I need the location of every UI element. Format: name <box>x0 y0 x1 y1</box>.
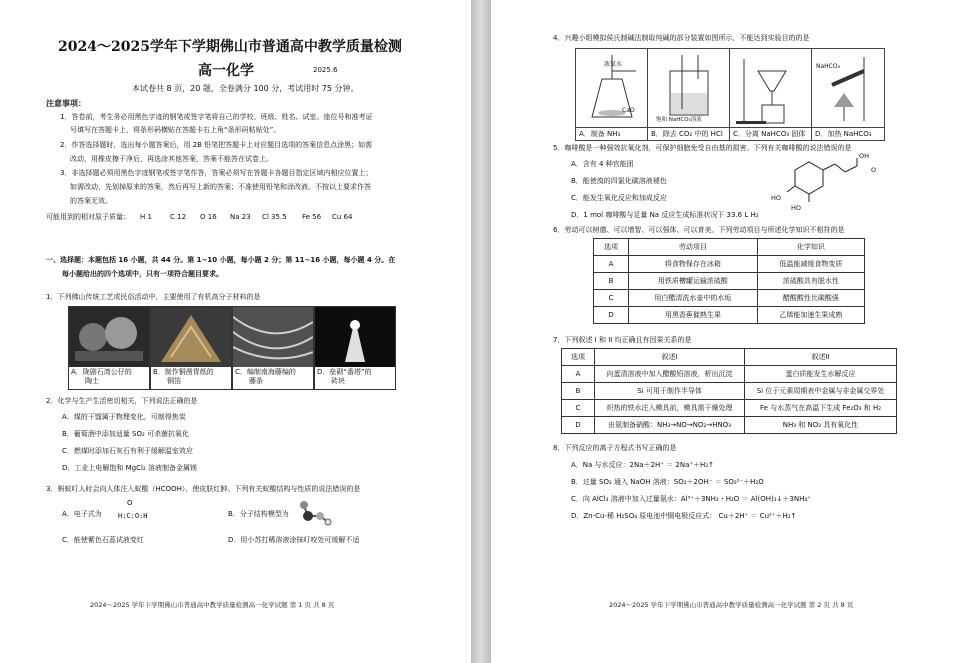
q3-stem: 3．蚂蚁叮人时会向人体注入蚁酸（HCOOH），使皮肤红肿。下列有关蚁酸结构与性质的说法错误的是 <box>46 485 361 493</box>
q1-stem: 1．下列佛山传统工艺或民俗活动中，主要使用了有机高分子材料的是 <box>46 293 261 301</box>
table-cell: 乙烯能加速生果成熟 <box>757 307 864 324</box>
table-row <box>594 256 865 273</box>
atomic-mass: H 1 <box>140 213 152 221</box>
q1-option-a: A．陇剧石湾公仔的 陶土 <box>68 367 150 390</box>
atomic-mass: O 16 <box>200 213 217 221</box>
table-cell: NH₃ 和 NO₂ 具有氧化性 <box>745 417 897 434</box>
q2-option-d: D．工业上电解饱和 MgCl₂ 溶液制备金属镁 <box>62 464 197 472</box>
atomic-mass-label: 可能用到的相对原子质量： <box>46 213 130 221</box>
table-cell: Fe 与水蒸气在高温下生成 Fe₂O₃ 和 H₂ <box>745 400 897 417</box>
struct-o-label: O <box>871 166 877 174</box>
q2-option-a: A．煤的干馏属于物理变化，可制得焦炭 <box>62 413 186 421</box>
note-line: 2．作答选择题时，选出每小题答案后，用 2B 铅笔把答题卡上对应题目选项的答案信息点涂黑；如需 <box>60 141 373 149</box>
section-heading: 一、选择题：本题包括 16 小题，共 44 分。第 1~10 小题，每小题 2 分；第 11~16 小题，每小题 4 分。在 <box>46 256 396 264</box>
table-cell: 炽热的铁水注入模具前，模具需干燥处理 <box>595 400 745 417</box>
exam-page-1 <box>0 0 471 663</box>
table-header: 化学知识 <box>757 239 864 256</box>
table-cell: D <box>594 307 629 324</box>
q7-table <box>561 348 897 434</box>
q1-photo-b <box>150 306 232 368</box>
exam-date: 2025.6 <box>313 66 338 74</box>
q4-apparatus-b: 饱和 NaHCO₃溶液 B．除去 CO₂ 中的 HCl <box>647 48 731 141</box>
table-row <box>594 307 865 324</box>
q2-option-b: B．葡萄酒中添加适量 SO₂ 可杀菌抗氧化 <box>62 430 190 438</box>
note-line: 3．非选择题必须用黑色字迹钢笔或签字笔作答，答案必须写在答题卡各题目指定区域内相应位置上； <box>60 169 373 177</box>
table-cell: A <box>594 256 629 273</box>
q5-option-a: A．含有 4 种官能团 <box>571 160 634 168</box>
table-cell: 浓硫酸具有脱水性 <box>757 273 864 290</box>
exam-page-2 <box>491 0 963 663</box>
page-footer: 2024～2025 学年下学期佛山市普通高中教学质量检测高一化学试题 第 1 页 共 8 页 <box>90 601 335 609</box>
q2-stem: 2．化学与生产生活密切相关，下列说法正确的是 <box>46 397 198 405</box>
table-cell: 由氨制备硝酸：NH₃→NO→NO₂→HNO₃ <box>595 417 745 434</box>
q1-option-d: D．垒砌“番塔”的 砖块 <box>314 367 396 390</box>
section-heading-cont: 每小题给出的四个选项中，只有一项符合题目要求。 <box>62 270 223 278</box>
table-header: 劳动项目 <box>629 239 758 256</box>
q5-option-b: B．能使溴的四氯化碳溶液褪色 <box>571 177 667 185</box>
q3-option-d: D．用小苏打稀溶液涂抹叮咬处可缓解不适 <box>228 536 360 544</box>
q1-photo-c <box>232 306 314 368</box>
q8-option-d: D．Zn-Cu-稀 H₂SO₄ 原电池中铜电极反应式： Cu＋2H⁺ ＝ Cu²⁺＋H₂↑ <box>571 512 797 520</box>
table-cell: B <box>594 273 629 290</box>
struct-oh-label: OH <box>859 152 870 160</box>
subject-title: 高一化学 <box>198 63 254 79</box>
table-row <box>562 366 897 383</box>
q5-stem: 5．咖啡酸是一种强效抗氧化剂，可保护细胞免受自由基的损害。下列有关咖啡酸的说法错误的是 <box>553 144 852 152</box>
table-cell: 将食物保存在冰箱 <box>629 256 758 273</box>
table-header: 选项 <box>594 239 629 256</box>
table-cell: A <box>562 366 595 383</box>
atomic-mass: Cu 64 <box>332 213 353 221</box>
atomic-mass: Na 23 <box>230 213 251 221</box>
q8-option-b: B．过量 SO₂ 通入 NaOH 溶液：SO₂＋2OH⁻ ＝ SO₃²⁻＋H₂O <box>571 478 764 486</box>
table-cell: C <box>594 290 629 307</box>
table-header: 叙述II <box>745 349 897 366</box>
q5-option-d: D．1 mol 咖啡酸与足量 Na 反应生成标准状况下 33.6 L H₂ <box>571 211 759 219</box>
table-cell: C <box>562 400 595 417</box>
note-line: 改动，用橡皮擦干净后，再选涂其他答案，答案不能答在试卷上。 <box>70 155 273 163</box>
page-footer: 2024～2025 学年下学期佛山市普通高中教学质量检测高一化学试题 第 2 页 共 8 页 <box>609 601 854 609</box>
table-header: 选项 <box>562 349 595 366</box>
table-cell: 蛋白质能发生水解反应 <box>745 366 897 383</box>
q4-apparatus-c: C．分离 NaHCO₃ 固体 <box>729 48 813 141</box>
q3-formula-top: O <box>127 499 133 507</box>
note-line: 1．答卷前，考生务必用黑色字迹的钢笔或签字笔将自己的学校、班级、姓名、试室、座位号和准考证 <box>60 113 373 121</box>
q3-option-c: C．能使紫色石蕊试液变红 <box>62 536 144 544</box>
table-header: 叙述I <box>595 349 745 366</box>
q2-option-c: C．燃煤时添加石灰石有利于缓解温室效应 <box>62 447 193 455</box>
note-line: 号填写在答题卡上，将条形码横贴在答题卡右上角“条形码粘贴处”。 <box>70 126 281 134</box>
caffeic-acid-structure-icon <box>775 156 865 214</box>
ball-stick-model-icon <box>298 500 332 526</box>
atomic-mass: Cl 35.5 <box>262 213 287 221</box>
q5-option-c: C．能发生氧化反应和加成反应 <box>571 194 667 202</box>
page-gutter <box>471 0 491 663</box>
table-row <box>562 417 897 434</box>
table-header-row <box>562 349 897 366</box>
table-cell: B <box>562 383 595 400</box>
note-line: 的答案无效。 <box>70 197 112 205</box>
table-cell: D <box>562 417 595 434</box>
q8-option-c: C．向 AlCl₃ 溶液中加入过量氨水：Al³⁺＋3NH₃・H₂O ＝ Al(OH)₃↓＋3NH₄⁺ <box>571 495 811 503</box>
table-header-row <box>594 239 865 256</box>
q3-option-b: B．分子结构模型为 <box>228 510 289 518</box>
table-cell: 醋酸酸性比碳酸强 <box>757 290 864 307</box>
exam-info: 本试卷共 8 页，20 题，全卷满分 100 分，考试用时 75 分钟。 <box>132 84 359 93</box>
q1-option-b: B．制作铜凿胃纸的 铜箔 <box>150 367 232 390</box>
note-line: 如需改动，先划掉原来的答案，然后再写上新的答案；不准使用铅笔和涂改液。不按以上要求作答 <box>70 183 371 191</box>
atomic-mass: C 12 <box>170 213 187 221</box>
q3-option-a: A．电子式为 <box>62 510 102 518</box>
q6-stem: 6．劳动可以树德、可以增智、可以强体、可以育美。下列劳动项目与所述化学知识不相符的是 <box>553 226 845 234</box>
atomic-mass: Fe 56 <box>302 213 322 221</box>
struct-ho-label: HO <box>791 204 802 212</box>
table-cell: 用黑香蕉催熟生果 <box>629 307 758 324</box>
q1-photo-d <box>314 306 396 368</box>
table-row <box>594 273 865 290</box>
q4-apparatus-a: 浓氨水 CaO A．制备 NH₃ <box>575 48 649 141</box>
table-row <box>562 383 897 400</box>
table-cell: 用铁质槽罐运输浓硫酸 <box>629 273 758 290</box>
q4-apparatus-d: NaHCO₃ D．加热 NaHCO₃ <box>811 48 885 141</box>
table-row <box>594 290 865 307</box>
q4-stem: 4．兴趣小组模拟侯氏制碱法制取纯碱的部分装置如图所示，不能达到实验目的的是 <box>553 34 810 42</box>
table-cell: Si 位于元素周期表中金属与非金属交界处 <box>745 383 897 400</box>
q6-table <box>593 238 865 324</box>
table-cell: 低温能减缓食物变质 <box>757 256 864 273</box>
table-cell: 用白醋清洗水壶中的水垢 <box>629 290 758 307</box>
struct-ho-label: HO <box>771 194 782 202</box>
page-title: 2024～2025学年下学期佛山市普通高中教学质量检测 <box>58 39 402 55</box>
table-cell: 向蛋清溶液中加入醋酸铅溶液，析出沉淀 <box>595 366 745 383</box>
q3-electron-formula: H:C:O:H <box>118 512 148 520</box>
q8-option-a: A．Na 与水反应：2Na＋2H⁺ ＝ 2Na⁺＋H₂↑ <box>571 461 714 469</box>
notes-title: 注意事项： <box>46 99 86 108</box>
q1-option-c: C．编制南海藤编的 藤条 <box>232 367 314 390</box>
q7-stem: 7．下列叙述 I 和 II 均正确且有因果关系的是 <box>553 336 692 344</box>
q1-photo-a <box>68 306 150 368</box>
q8-stem: 8．下列反应的离子方程式书写正确的是 <box>553 444 677 452</box>
table-row <box>562 400 897 417</box>
table-cell: Si 可用于制作半导体 <box>595 383 745 400</box>
